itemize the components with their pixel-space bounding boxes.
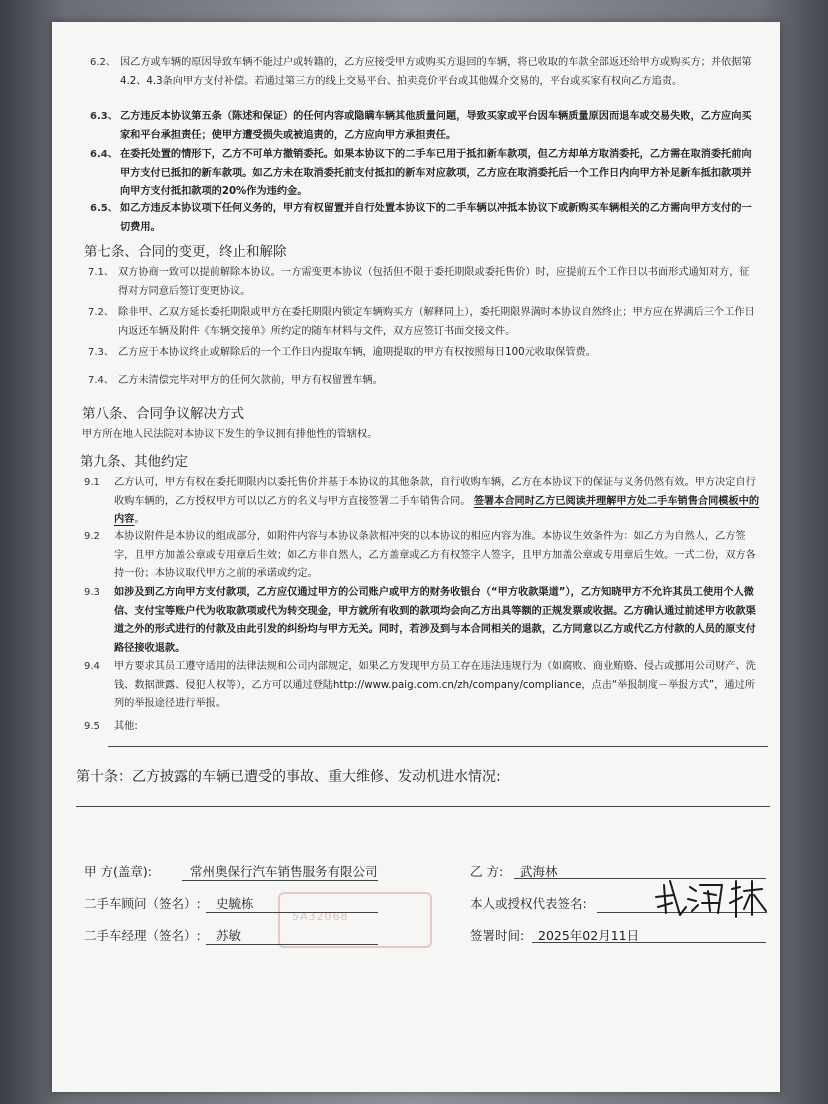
date-value: 2025年02月11日 <box>538 928 640 943</box>
clause-number: 7.4、 <box>88 375 114 386</box>
clause-number: 6.2、 <box>90 57 116 68</box>
section-10-heading: 第十条：乙方披露的车辆已遭受的事故、重大维修、发动机进水情况: <box>76 769 501 785</box>
clause-number: 9.2 <box>84 531 100 542</box>
section-8-text: 甲方所在地人民法院对本协议下发生的争议拥有排他性的管辖权。 <box>82 429 378 440</box>
clause-number: 9.5 <box>84 721 100 732</box>
clause-9-1-emphasis: 签署本合同时乙方已阅读并理解甲方处二手车销售合同模板中的内容 <box>114 495 760 525</box>
clause-text: 因乙方或车辆的原因导致车辆不能过户或转籍的，乙方应接受甲方或购买方退回的车辆，将已收取的车款全部返还给甲方或购买方；并依据第4.2、4.3条向甲方支付补偿。若通过第三方的线上交易平台、拍卖竞价平台或其他媒介交易的，平台或买家有权向乙方追责。 <box>120 57 752 87</box>
manager-label: 二手车经理（签名）: <box>84 928 201 943</box>
party-b-value: 武海林 <box>520 864 558 879</box>
advisor-line <box>206 912 378 913</box>
advisor-label: 二手车顾问（签名）: <box>84 896 201 911</box>
manager-value: 苏敏 <box>216 928 242 943</box>
clause-text: 双方协商一致可以提前解除本协议。一方需变更本协议（包括但不限于委托期限或委托售价）时，应提前五个工作日以书面形式通知对方，征得对方同意后签订变更协议。 <box>118 267 750 297</box>
clause-text: 除非甲、乙双方延长委托期限或甲方在委托期限内锁定车辆购买方（解释同上），委托期限界满时本协议自然终止；甲方应在界满后三个工作日内返还车辆及附件《车辆交接单》所约定的随车材料与文件，双方应签订书面交接文件。 <box>118 307 755 337</box>
clause-9-1-end: 。 <box>134 514 145 525</box>
manager-line <box>206 944 378 945</box>
clause-text: 其他: <box>114 721 138 732</box>
clause-9-1-text: 乙方认可，甲方有权在委托期限内以委托售价并基于本协议的其他条款，自行收购车辆，乙方在本协议下的保证与义务仍然有效。甲方决定自行收购车辆的，乙方授权甲方可以以乙方的名义与甲方直接签署二手车销售合同。 <box>114 477 756 507</box>
rep-signature-label: 本人或授权代表签名: <box>470 896 587 911</box>
section-8-heading: 第八条、合同争议解决方式 <box>82 406 244 422</box>
clause-text: 如乙方违反本协议项下任何义务的，甲方有权留置并自行处置本协议下的二手车辆以冲抵本协议下或新购买车辆相关的乙方需向甲方支付的一切费用。 <box>120 203 752 233</box>
other-terms-line <box>108 746 768 747</box>
clause-text: 乙方未清偿完毕对甲方的任何欠款前，甲方有权留置车辆。 <box>118 375 383 386</box>
clause-number: 7.3、 <box>88 347 114 358</box>
party-a-label: 甲 方(盖章): <box>84 864 152 879</box>
clause-number: 7.1、 <box>88 267 114 278</box>
section-7-heading: 第七条、合同的变更，终止和解除 <box>84 244 287 260</box>
clause-number: 9.1 <box>84 477 100 488</box>
section-10-line <box>76 806 770 807</box>
clause-text: 本协议附件是本协议的组成部分，如附件内容与本协议条款相冲突的以本协议的相应内容为准。本协议生效条件为：如乙方为自然人，乙方签字，且甲方加盖公章或专用章后生效；如乙方非自然人，乙方盖章或乙方有权签字人签字，且甲方加盖公章或专用章后生效。一式二份，双方各持一份；本协议取代甲方之前的承诺或约定。 <box>114 531 756 579</box>
party-b-label: 乙 方: <box>470 864 504 879</box>
contract-page <box>52 22 780 1092</box>
clause-number: 6.4、 <box>90 149 118 160</box>
clause-number: 6.3、 <box>90 111 118 122</box>
advisor-value: 史毓栋 <box>216 896 254 911</box>
clause-number: 9.4 <box>84 661 100 672</box>
handwritten-signature <box>652 877 772 923</box>
date-line <box>532 942 766 943</box>
party-a-line <box>182 880 378 881</box>
clause-text: 乙方违反本协议第五条（陈述和保证）的任何内容或隐瞒车辆其他质量问题，导致买家或平台因车辆质量原因而退车或交易失败，乙方应向买家和平台承担责任；使甲方遭受损失或被追责的，乙方应向甲方承担责任。 <box>120 111 752 141</box>
section-9-heading: 第九条、其他约定 <box>80 454 188 470</box>
clause-number: 9.3 <box>84 587 100 598</box>
clause-text <box>114 474 762 530</box>
clause-number: 6.5、 <box>90 203 118 214</box>
party-a-value: 常州奥保行汽车销售服务有限公司 <box>190 864 378 879</box>
clause-text: 在委托处置的情形下，乙方不可单方撤销委托。如果本协议下的二手车已用于抵扣新车款项，但乙方却单方取消委托，乙方需在取消委托前向甲方支付已抵扣的新车款项。如乙方未在取消委托前支付抵扣的新车对应款项，乙方应在取消委托后一个工作日内向甲方补足新车抵扣款项并向甲方支付抵扣款项的20%作为违约金。 <box>120 149 752 197</box>
clause-text: 如涉及到乙方向甲方支付款项，乙方应仅通过甲方的公司账户或甲方的财务收银台（“甲方收款渠道”），乙方知晓甲方不允许其员工使用个人微信、支付宝等账户代为收取款项或代为转交现金，甲方就所有收到的款项均会向乙方出具等额的正规发票或收据。乙方确认通过前述甲方收款渠道之外的形式进行的付款及由此引发的纠纷均与甲方无关。同时，若涉及到与本合同相关的退款，乙方同意以乙方或代乙方付款的人员的原支付路径接收退款。 <box>114 587 756 654</box>
clause-text: 甲方要求其员工遵守适用的法律法规和公司内部规定，如果乙方发现甲方员工存在违法违规行为（如腐败、商业贿赂、侵占或挪用公司财产、洗钱、数据泄露、侵犯人权等），乙方可以通过登陆http://www.paig.com.cn/zh/company/compliance，点击“举报制度－举报方式”，通过所列的举报途径进行举报。 <box>114 661 756 709</box>
clause-number: 7.2、 <box>88 307 114 318</box>
clause-text: 乙方应于本协议终止或解除后的一个工作日内提取车辆，逾期提取的甲方有权按照每日100元收取保管费。 <box>118 347 596 358</box>
stamp-number: 5A32068 <box>292 910 349 923</box>
date-label: 签署时间: <box>470 928 525 943</box>
